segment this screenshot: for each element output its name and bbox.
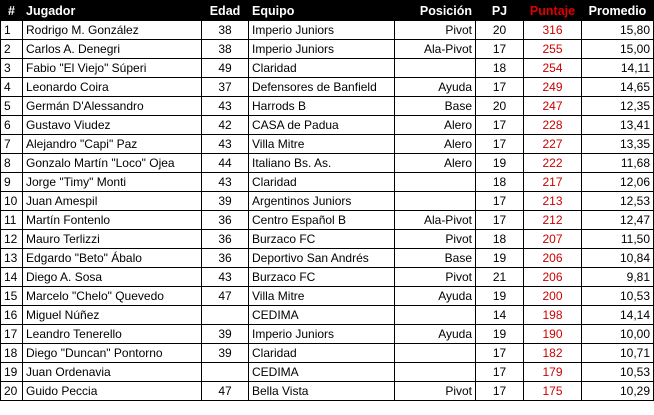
cell-team: Imperio Juniors xyxy=(249,21,395,40)
cell-position: Alero xyxy=(395,135,476,154)
cell-player: Juan Ordenavia xyxy=(23,363,202,382)
cell-rank: 10 xyxy=(1,192,23,211)
header-points: Puntaje xyxy=(524,1,582,21)
cell-points: 206 xyxy=(524,268,582,287)
cell-rank: 17 xyxy=(1,325,23,344)
cell-rank: 3 xyxy=(1,59,23,78)
cell-rank: 2 xyxy=(1,40,23,59)
cell-rank: 13 xyxy=(1,249,23,268)
cell-player: Carlos A. Denegri xyxy=(23,40,202,59)
cell-age: 49 xyxy=(202,59,249,78)
cell-points: 200 xyxy=(524,287,582,306)
cell-age: 44 xyxy=(202,154,249,173)
cell-position: Pivot xyxy=(395,21,476,40)
cell-points: 206 xyxy=(524,249,582,268)
table-row xyxy=(1,249,654,268)
cell-points: 207 xyxy=(524,230,582,249)
cell-games: 17 xyxy=(476,192,524,211)
table-row xyxy=(1,59,654,78)
cell-age: 43 xyxy=(202,173,249,192)
cell-position: Pivot xyxy=(395,230,476,249)
cell-position xyxy=(395,344,476,363)
cell-age: 39 xyxy=(202,325,249,344)
cell-position: Base xyxy=(395,249,476,268)
cell-points: 179 xyxy=(524,363,582,382)
cell-average: 14,11 xyxy=(582,59,654,78)
cell-average: 13,41 xyxy=(582,116,654,135)
cell-points: 222 xyxy=(524,154,582,173)
cell-team: Bella Vista xyxy=(249,382,395,401)
table-row xyxy=(1,173,654,192)
cell-player: Fabio "El Viejo" Súperi xyxy=(23,59,202,78)
cell-average: 13,35 xyxy=(582,135,654,154)
cell-team: Claridad xyxy=(249,59,395,78)
cell-position: Alero xyxy=(395,154,476,173)
cell-player: Diego "Duncan" Pontorno xyxy=(23,344,202,363)
cell-rank: 18 xyxy=(1,344,23,363)
cell-position: Ala-Pivot xyxy=(395,40,476,59)
table-row xyxy=(1,211,654,230)
cell-age: 43 xyxy=(202,135,249,154)
table-row xyxy=(1,154,654,173)
table-row xyxy=(1,268,654,287)
table-row xyxy=(1,21,654,40)
cell-average: 14,14 xyxy=(582,306,654,325)
cell-average: 12,35 xyxy=(582,97,654,116)
cell-player: Marcelo "Chelo" Quevedo xyxy=(23,287,202,306)
cell-player: Diego A. Sosa xyxy=(23,268,202,287)
cell-games: 14 xyxy=(476,306,524,325)
cell-player: Jorge "Timy" Monti xyxy=(23,173,202,192)
cell-player: Alejandro "Capi" Paz xyxy=(23,135,202,154)
cell-position xyxy=(395,59,476,78)
cell-age: 47 xyxy=(202,382,249,401)
cell-average: 10,29 xyxy=(582,382,654,401)
cell-games: 17 xyxy=(476,363,524,382)
cell-games: 17 xyxy=(476,78,524,97)
table-row xyxy=(1,116,654,135)
cell-average: 9,81 xyxy=(582,268,654,287)
cell-games: 18 xyxy=(476,173,524,192)
cell-position: Ayuda xyxy=(395,287,476,306)
cell-player: Rodrigo M. González xyxy=(23,21,202,40)
cell-rank: 15 xyxy=(1,287,23,306)
cell-games: 19 xyxy=(476,287,524,306)
cell-games: 20 xyxy=(476,21,524,40)
cell-team: Imperio Juniors xyxy=(249,40,395,59)
cell-age xyxy=(202,306,249,325)
cell-games: 17 xyxy=(476,116,524,135)
cell-average: 12,06 xyxy=(582,173,654,192)
cell-games: 17 xyxy=(476,344,524,363)
cell-points: 212 xyxy=(524,211,582,230)
cell-age: 36 xyxy=(202,230,249,249)
cell-age: 39 xyxy=(202,192,249,211)
cell-position: Ayuda xyxy=(395,325,476,344)
cell-games: 17 xyxy=(476,40,524,59)
cell-age: 43 xyxy=(202,97,249,116)
cell-average: 10,53 xyxy=(582,287,654,306)
table-row xyxy=(1,306,654,325)
cell-average: 11,50 xyxy=(582,230,654,249)
cell-rank: 11 xyxy=(1,211,23,230)
cell-team: Centro Español B xyxy=(249,211,395,230)
cell-team: Burzaco FC xyxy=(249,268,395,287)
cell-games: 19 xyxy=(476,325,524,344)
cell-points: 254 xyxy=(524,59,582,78)
cell-games: 19 xyxy=(476,154,524,173)
cell-team: CEDIMA xyxy=(249,306,395,325)
cell-points: 217 xyxy=(524,173,582,192)
cell-rank: 9 xyxy=(1,173,23,192)
table-row xyxy=(1,78,654,97)
cell-games: 17 xyxy=(476,382,524,401)
cell-team: Burzaco FC xyxy=(249,230,395,249)
cell-rank: 8 xyxy=(1,154,23,173)
table-row xyxy=(1,230,654,249)
cell-team: Argentinos Juniors xyxy=(249,192,395,211)
cell-points: 228 xyxy=(524,116,582,135)
cell-player: Leonardo Coira xyxy=(23,78,202,97)
cell-player: Guido Peccia xyxy=(23,382,202,401)
cell-team: Imperio Juniors xyxy=(249,325,395,344)
cell-team: Defensores de Banfield xyxy=(249,78,395,97)
cell-position: Ayuda xyxy=(395,78,476,97)
table-row xyxy=(1,135,654,154)
cell-age: 42 xyxy=(202,116,249,135)
cell-points: 213 xyxy=(524,192,582,211)
cell-age: 36 xyxy=(202,249,249,268)
cell-age: 39 xyxy=(202,344,249,363)
cell-team: Italiano Bs. As. xyxy=(249,154,395,173)
cell-player: Juan Amespil xyxy=(23,192,202,211)
cell-position xyxy=(395,173,476,192)
table-row xyxy=(1,97,654,116)
cell-points: 249 xyxy=(524,78,582,97)
cell-team: Deportivo San Andrés xyxy=(249,249,395,268)
cell-player: Germán D'Alessandro xyxy=(23,97,202,116)
header-position: Posición xyxy=(395,1,476,21)
header-games: PJ xyxy=(476,1,524,21)
cell-games: 20 xyxy=(476,97,524,116)
header-rank: # xyxy=(1,1,23,21)
table-row xyxy=(1,192,654,211)
cell-age: 38 xyxy=(202,21,249,40)
cell-team: Claridad xyxy=(249,173,395,192)
cell-average: 15,00 xyxy=(582,40,654,59)
cell-team: CEDIMA xyxy=(249,363,395,382)
cell-age: 47 xyxy=(202,287,249,306)
cell-average: 10,84 xyxy=(582,249,654,268)
cell-rank: 20 xyxy=(1,382,23,401)
cell-rank: 6 xyxy=(1,116,23,135)
cell-team: Villa Mitre xyxy=(249,287,395,306)
cell-average: 10,00 xyxy=(582,325,654,344)
table-body xyxy=(1,21,654,401)
cell-games: 21 xyxy=(476,268,524,287)
cell-average: 10,53 xyxy=(582,363,654,382)
cell-points: 255 xyxy=(524,40,582,59)
table-row xyxy=(1,382,654,401)
cell-rank: 4 xyxy=(1,78,23,97)
table-row xyxy=(1,325,654,344)
cell-rank: 1 xyxy=(1,21,23,40)
cell-games: 17 xyxy=(476,211,524,230)
cell-average: 12,47 xyxy=(582,211,654,230)
cell-position: Ala-Pivot xyxy=(395,211,476,230)
cell-age: 43 xyxy=(202,268,249,287)
cell-age: 38 xyxy=(202,40,249,59)
cell-points: 175 xyxy=(524,382,582,401)
cell-rank: 19 xyxy=(1,363,23,382)
cell-player: Gonzalo Martín "Loco" Ojea xyxy=(23,154,202,173)
cell-rank: 7 xyxy=(1,135,23,154)
cell-points: 182 xyxy=(524,344,582,363)
cell-points: 316 xyxy=(524,21,582,40)
cell-rank: 14 xyxy=(1,268,23,287)
cell-player: Martín Fontenlo xyxy=(23,211,202,230)
cell-team: Claridad xyxy=(249,344,395,363)
cell-player: Mauro Terlizzi xyxy=(23,230,202,249)
cell-rank: 12 xyxy=(1,230,23,249)
cell-team: Harrods B xyxy=(249,97,395,116)
cell-games: 18 xyxy=(476,59,524,78)
cell-team: CASA de Padua xyxy=(249,116,395,135)
cell-points: 247 xyxy=(524,97,582,116)
cell-average: 11,68 xyxy=(582,154,654,173)
cell-points: 198 xyxy=(524,306,582,325)
cell-games: 17 xyxy=(476,135,524,154)
cell-player: Miguel Núñez xyxy=(23,306,202,325)
cell-player: Gustavo Viudez xyxy=(23,116,202,135)
cell-position: Pivot xyxy=(395,382,476,401)
cell-points: 190 xyxy=(524,325,582,344)
cell-age: 36 xyxy=(202,211,249,230)
table-row xyxy=(1,287,654,306)
cell-position xyxy=(395,306,476,325)
cell-position: Base xyxy=(395,97,476,116)
cell-average: 10,71 xyxy=(582,344,654,363)
cell-average: 14,65 xyxy=(582,78,654,97)
cell-age: 37 xyxy=(202,78,249,97)
header-average: Promedio xyxy=(582,1,654,21)
cell-points: 227 xyxy=(524,135,582,154)
cell-rank: 5 xyxy=(1,97,23,116)
header-age: Edad xyxy=(202,1,249,21)
cell-position: Pivot xyxy=(395,268,476,287)
cell-rank: 16 xyxy=(1,306,23,325)
cell-games: 19 xyxy=(476,249,524,268)
table-row xyxy=(1,40,654,59)
header-team: Equipo xyxy=(249,1,395,21)
header-row xyxy=(1,1,654,21)
cell-games: 18 xyxy=(476,230,524,249)
cell-average: 12,53 xyxy=(582,192,654,211)
cell-position xyxy=(395,363,476,382)
cell-position xyxy=(395,192,476,211)
table-row xyxy=(1,344,654,363)
cell-average: 15,80 xyxy=(582,21,654,40)
cell-age xyxy=(202,363,249,382)
table-row xyxy=(1,363,654,382)
cell-player: Leandro Tenerello xyxy=(23,325,202,344)
cell-player: Edgardo "Beto" Ábalo xyxy=(23,249,202,268)
cell-position: Alero xyxy=(395,116,476,135)
header-player: Jugador xyxy=(23,1,202,21)
cell-team: Villa Mitre xyxy=(249,135,395,154)
